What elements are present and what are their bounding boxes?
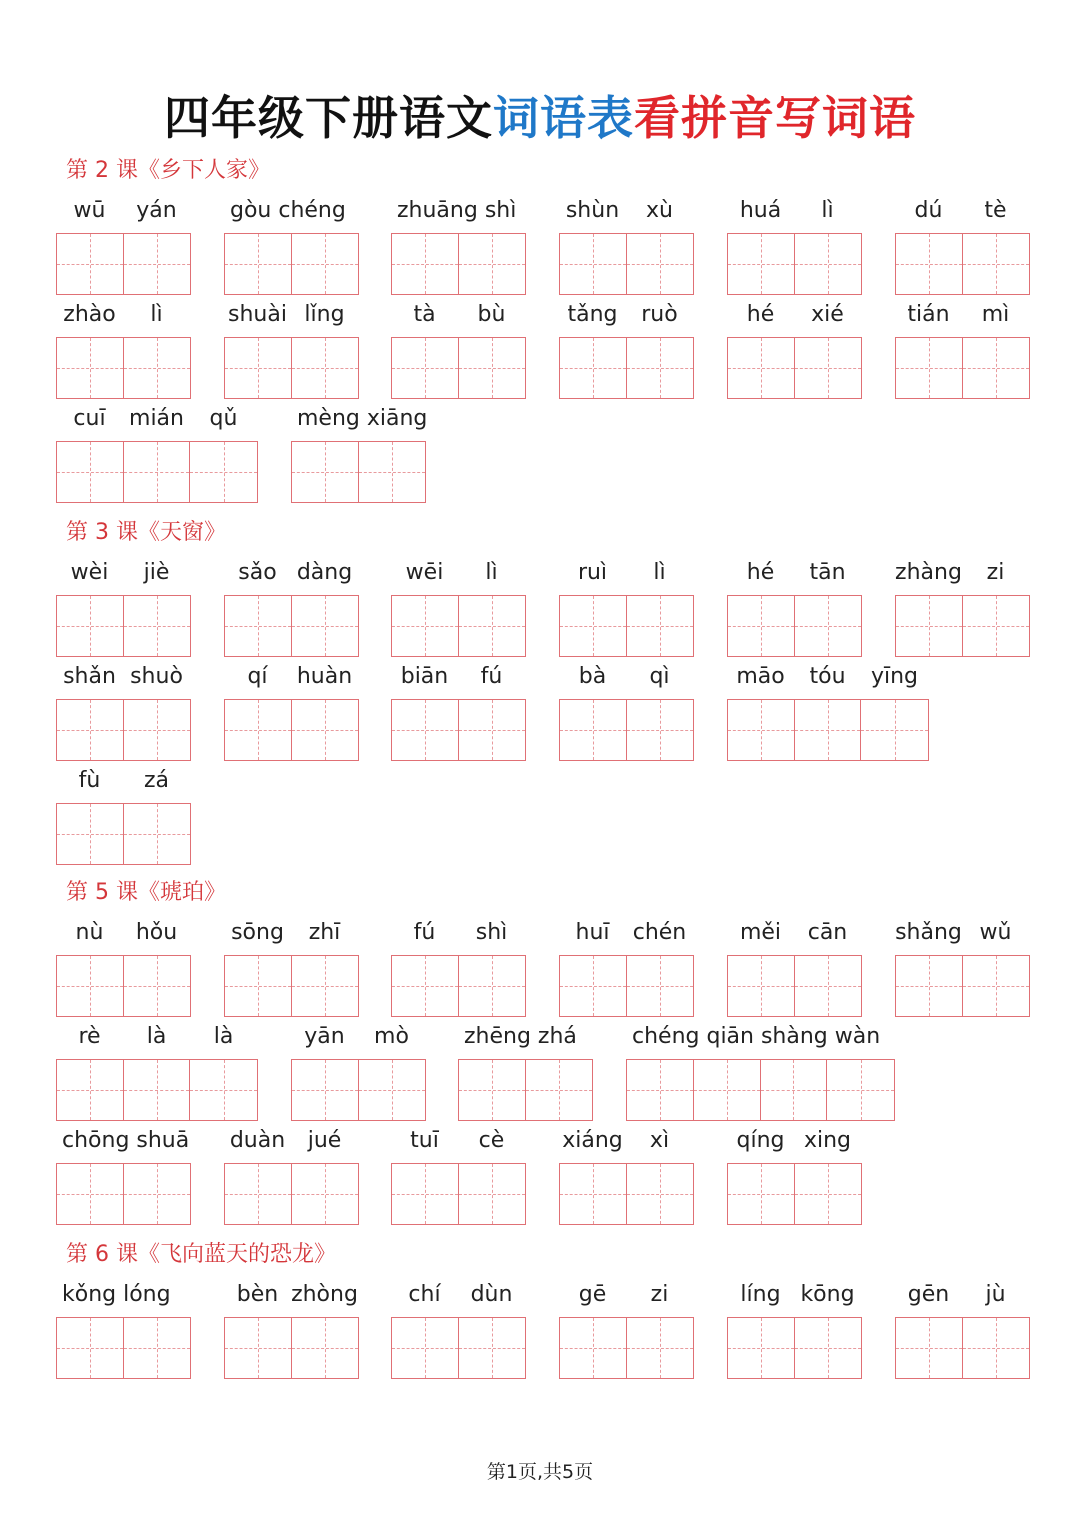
- character-box[interactable]: [225, 956, 292, 1016]
- writing-grid: [391, 1163, 526, 1225]
- word-item: [224, 300, 360, 400]
- pinyin-syllable: zhàng: [895, 560, 962, 585]
- word-item: [391, 662, 527, 762]
- writing-grid: [559, 595, 694, 657]
- character-box[interactable]: [392, 596, 459, 656]
- word-item: [559, 558, 695, 658]
- character-box[interactable]: [795, 338, 862, 398]
- pinyin-syllable: nù: [75, 920, 104, 945]
- pinyin-syllable: gēn: [907, 1282, 950, 1307]
- word-item: [224, 1280, 360, 1380]
- pinyin-syllable: wèi: [70, 560, 109, 585]
- character-box[interactable]: [459, 1318, 526, 1378]
- word-item: [56, 1022, 259, 1122]
- character-box[interactable]: [392, 1164, 459, 1224]
- pinyin-syllable: wū: [73, 198, 106, 223]
- character-box[interactable]: [795, 1164, 862, 1224]
- character-box[interactable]: [728, 596, 795, 656]
- character-box[interactable]: [292, 1318, 359, 1378]
- word-item: [391, 196, 527, 296]
- character-box[interactable]: [728, 338, 795, 398]
- character-box[interactable]: [57, 956, 124, 1016]
- character-box[interactable]: [57, 442, 124, 502]
- word-item: [224, 196, 360, 296]
- pinyin-syllable: shǎn: [63, 664, 116, 689]
- word-item: [56, 1280, 192, 1380]
- pinyin-syllable: sōng: [231, 920, 284, 945]
- pinyin-syllable: chén: [632, 920, 687, 945]
- pinyin-syllable: cān: [807, 920, 848, 945]
- word-item: [727, 558, 863, 658]
- pinyin-syllable: qǔ: [209, 406, 238, 431]
- character-box[interactable]: [124, 956, 191, 1016]
- writing-grid: [727, 955, 862, 1017]
- character-box[interactable]: [627, 700, 694, 760]
- character-box[interactable]: [124, 234, 191, 294]
- writing-grid: [727, 1317, 862, 1379]
- pinyin-syllable: tuī: [410, 1128, 439, 1153]
- character-box[interactable]: [459, 700, 526, 760]
- pinyin-syllable: hé: [746, 302, 775, 327]
- character-box[interactable]: [459, 1060, 526, 1120]
- writing-grid: [56, 233, 191, 295]
- word-item: [56, 766, 192, 866]
- word-item: [727, 196, 863, 296]
- writing-grid: [391, 955, 526, 1017]
- character-box[interactable]: [392, 338, 459, 398]
- writing-grid: [895, 233, 1030, 295]
- pinyin-syllable: bèn: [236, 1282, 279, 1307]
- pinyin-syllable: fú: [413, 920, 436, 945]
- character-box[interactable]: [627, 1164, 694, 1224]
- character-box[interactable]: [560, 338, 627, 398]
- pinyin-syllable: měi: [739, 920, 782, 945]
- writing-grid: [224, 595, 359, 657]
- character-box[interactable]: [827, 1060, 894, 1120]
- pinyin-syllable: shǎng: [895, 920, 962, 945]
- writing-grid: [291, 1059, 426, 1121]
- character-box[interactable]: [627, 956, 694, 1016]
- character-box[interactable]: [392, 234, 459, 294]
- pinyin-syllable: lì: [821, 198, 834, 223]
- writing-grid: [391, 595, 526, 657]
- pinyin-syllable: duàn: [229, 1128, 286, 1153]
- pinyin-syllable: kōng: [800, 1282, 855, 1307]
- character-box[interactable]: [627, 1060, 694, 1120]
- pinyin-syllable: xì: [649, 1128, 670, 1153]
- writing-grid: [224, 955, 359, 1017]
- pinyin-syllable: māo: [736, 664, 785, 689]
- lesson-heading: 第 6 课《飞向蓝天的恐龙》: [66, 1242, 336, 1267]
- word-item: [56, 662, 192, 762]
- character-box[interactable]: [896, 1318, 963, 1378]
- writing-grid: [56, 337, 191, 399]
- pinyin-syllable: lì: [653, 560, 666, 585]
- pinyin-label: chéng qiān shàng wàn: [632, 1024, 881, 1049]
- word-item: [56, 558, 192, 658]
- character-box[interactable]: [459, 956, 526, 1016]
- word-item: [559, 1126, 695, 1226]
- character-box[interactable]: [896, 596, 963, 656]
- pinyin-syllable: dú: [914, 198, 943, 223]
- pinyin-syllable: lì: [485, 560, 498, 585]
- character-box[interactable]: [694, 1060, 761, 1120]
- word-item: [727, 918, 863, 1018]
- character-box[interactable]: [795, 234, 862, 294]
- pinyin-label: mèng xiāng: [297, 406, 428, 431]
- writing-grid: [895, 337, 1030, 399]
- word-item: [391, 1280, 527, 1380]
- writing-grid: [391, 699, 526, 761]
- character-box[interactable]: [392, 700, 459, 760]
- character-box[interactable]: [896, 338, 963, 398]
- lesson-heading: 第 2 课《乡下人家》: [66, 158, 270, 183]
- character-box[interactable]: [728, 700, 795, 760]
- pinyin-syllable: hé: [746, 560, 775, 585]
- writing-grid: [224, 1163, 359, 1225]
- pinyin-syllable: yīng: [870, 664, 919, 689]
- character-box[interactable]: [560, 956, 627, 1016]
- character-box[interactable]: [225, 1318, 292, 1378]
- word-item: [56, 300, 192, 400]
- pinyin-syllable: zhòng: [291, 1282, 358, 1307]
- writing-grid: [291, 441, 426, 503]
- pinyin-syllable: dùn: [470, 1282, 513, 1307]
- character-box[interactable]: [124, 596, 191, 656]
- character-box[interactable]: [57, 1164, 124, 1224]
- pinyin-syllable: bù: [477, 302, 506, 327]
- character-box[interactable]: [560, 700, 627, 760]
- character-box[interactable]: [560, 596, 627, 656]
- character-box[interactable]: [190, 1060, 257, 1120]
- lesson-heading: 第 3 课《天窗》: [66, 520, 226, 545]
- character-box[interactable]: [124, 1318, 191, 1378]
- word-item: [391, 918, 527, 1018]
- title-part-grade: 四年级下册语文: [164, 91, 493, 145]
- character-box[interactable]: [795, 956, 862, 1016]
- pinyin-syllable: qíng: [736, 1128, 785, 1153]
- word-item: [895, 918, 1031, 1018]
- writing-grid: [224, 699, 359, 761]
- pinyin-syllable: cuī: [73, 406, 106, 431]
- character-box[interactable]: [728, 1318, 795, 1378]
- word-item: [224, 918, 360, 1018]
- character-box[interactable]: [560, 1318, 627, 1378]
- word-item: [458, 1022, 594, 1122]
- character-box[interactable]: [963, 596, 1030, 656]
- character-box[interactable]: [124, 700, 191, 760]
- pinyin-syllable: xié: [811, 302, 844, 327]
- word-item: [291, 1022, 427, 1122]
- pinyin-syllable: hǒu: [135, 920, 178, 945]
- pinyin-syllable: tóu: [809, 664, 846, 689]
- character-box[interactable]: [560, 1164, 627, 1224]
- page-title: [0, 82, 1080, 146]
- pinyin-syllable: là: [146, 1024, 167, 1049]
- character-box[interactable]: [560, 234, 627, 294]
- pinyin-label: zhuāng shì: [397, 198, 517, 223]
- pinyin-syllable: fú: [480, 664, 503, 689]
- pinyin-syllable: wǔ: [979, 920, 1012, 945]
- character-box[interactable]: [57, 596, 124, 656]
- character-box[interactable]: [292, 442, 359, 502]
- word-item: [559, 196, 695, 296]
- writing-grid: [56, 1059, 258, 1121]
- word-item: [895, 1280, 1031, 1380]
- character-box[interactable]: [57, 1060, 124, 1120]
- word-item: [727, 300, 863, 400]
- writing-grid: [56, 595, 191, 657]
- character-box[interactable]: [292, 700, 359, 760]
- word-item: [391, 558, 527, 658]
- character-box[interactable]: [225, 1164, 292, 1224]
- word-item: [727, 1280, 863, 1380]
- writing-grid: [224, 1317, 359, 1379]
- character-box[interactable]: [392, 956, 459, 1016]
- writing-grid: [224, 337, 359, 399]
- character-box[interactable]: [963, 338, 1030, 398]
- word-item: [56, 918, 192, 1018]
- pinyin-syllable: tān: [809, 560, 846, 585]
- pinyin-syllable: huàn: [296, 664, 353, 689]
- pinyin-syllable: xiáng: [562, 1128, 623, 1153]
- pinyin-syllable: zhī: [308, 920, 341, 945]
- character-box[interactable]: [190, 442, 257, 502]
- word-item: [559, 918, 695, 1018]
- word-item: [559, 300, 695, 400]
- word-item: [224, 558, 360, 658]
- pinyin-syllable: yán: [136, 198, 177, 223]
- word-item: [391, 300, 527, 400]
- character-box[interactable]: [124, 338, 191, 398]
- writing-grid: [458, 1059, 593, 1121]
- pinyin-syllable: líng: [740, 1282, 781, 1307]
- character-box[interactable]: [57, 700, 124, 760]
- character-box[interactable]: [459, 338, 526, 398]
- character-box[interactable]: [225, 234, 292, 294]
- word-item: [626, 1022, 896, 1122]
- character-box[interactable]: [963, 1318, 1030, 1378]
- pinyin-syllable: tǎng: [567, 302, 618, 327]
- pinyin-syllable: zi: [650, 1282, 669, 1307]
- pinyin-syllable: qì: [649, 664, 670, 689]
- character-box[interactable]: [627, 234, 694, 294]
- character-box[interactable]: [124, 1060, 191, 1120]
- character-box[interactable]: [392, 1318, 459, 1378]
- word-item: [224, 1126, 360, 1226]
- writing-grid: [391, 1317, 526, 1379]
- writing-grid: [727, 337, 862, 399]
- character-box[interactable]: [459, 234, 526, 294]
- page-footer: 第1页,共5页: [486, 1461, 594, 1483]
- character-box[interactable]: [225, 338, 292, 398]
- word-item: [559, 1280, 695, 1380]
- character-box[interactable]: [728, 234, 795, 294]
- pinyin-syllable: tà: [413, 302, 436, 327]
- title-part-instruction: 看拼音写词语: [634, 91, 916, 145]
- character-box[interactable]: [896, 956, 963, 1016]
- character-box[interactable]: [124, 1164, 191, 1224]
- word-item: [56, 1126, 192, 1226]
- pinyin-syllable: dàng: [296, 560, 353, 585]
- writing-grid: [895, 955, 1030, 1017]
- pinyin-syllable: lì: [150, 302, 163, 327]
- word-item: [895, 558, 1031, 658]
- pinyin-syllable: huī: [575, 920, 610, 945]
- pinyin-syllable: là: [213, 1024, 234, 1049]
- writing-grid: [56, 1163, 191, 1225]
- character-box[interactable]: [896, 234, 963, 294]
- pinyin-syllable: zi: [986, 560, 1005, 585]
- writing-grid: [56, 699, 191, 761]
- character-box[interactable]: [963, 956, 1030, 1016]
- pinyin-syllable: shì: [475, 920, 508, 945]
- character-box[interactable]: [861, 700, 928, 760]
- title-part-wordlist: 词语表: [493, 91, 634, 145]
- writing-grid: [895, 595, 1030, 657]
- pinyin-syllable: cè: [478, 1128, 505, 1153]
- word-item: [895, 196, 1031, 296]
- word-item: [559, 662, 695, 762]
- character-box[interactable]: [795, 1318, 862, 1378]
- character-box[interactable]: [292, 1164, 359, 1224]
- writing-grid: [895, 1317, 1030, 1379]
- writing-grid: [559, 233, 694, 295]
- character-box[interactable]: [728, 956, 795, 1016]
- character-box[interactable]: [292, 1060, 359, 1120]
- word-item: [224, 662, 360, 762]
- writing-grid: [56, 441, 258, 503]
- character-box[interactable]: [225, 700, 292, 760]
- character-box[interactable]: [963, 234, 1030, 294]
- pinyin-syllable: xing: [803, 1128, 852, 1153]
- writing-grid: [727, 699, 929, 761]
- writing-grid: [224, 233, 359, 295]
- pinyin-syllable: bà: [578, 664, 607, 689]
- character-box[interactable]: [627, 338, 694, 398]
- character-box[interactable]: [761, 1060, 828, 1120]
- pinyin-syllable: shuài: [228, 302, 287, 327]
- pinyin-label: chōng shuā: [62, 1128, 190, 1153]
- pinyin-syllable: gē: [578, 1282, 607, 1307]
- writing-grid: [559, 1163, 694, 1225]
- pinyin-label: zhēng zhá: [464, 1024, 577, 1049]
- writing-grid: [727, 595, 862, 657]
- pinyin-syllable: xù: [646, 198, 673, 223]
- character-box[interactable]: [795, 700, 862, 760]
- word-item: [727, 662, 930, 762]
- character-box[interactable]: [459, 596, 526, 656]
- character-box[interactable]: [57, 234, 124, 294]
- pinyin-syllable: lǐng: [304, 302, 345, 327]
- pinyin-syllable: yān: [304, 1024, 345, 1049]
- word-item: [727, 1126, 863, 1226]
- writing-grid: [727, 233, 862, 295]
- pinyin-syllable: shuò: [130, 664, 183, 689]
- pinyin-syllable: tè: [984, 198, 1007, 223]
- character-box[interactable]: [292, 338, 359, 398]
- pinyin-label: kǒng lóng: [62, 1282, 171, 1307]
- character-box[interactable]: [57, 338, 124, 398]
- character-box[interactable]: [526, 1060, 593, 1120]
- word-item: [391, 1126, 527, 1226]
- character-box[interactable]: [795, 596, 862, 656]
- pinyin-syllable: huá: [739, 198, 782, 223]
- writing-grid: [391, 337, 526, 399]
- lesson-heading: 第 5 课《琥珀》: [66, 880, 226, 905]
- character-box[interactable]: [292, 956, 359, 1016]
- pinyin-syllable: wēi: [405, 560, 444, 585]
- pinyin-syllable: shùn: [565, 198, 620, 223]
- writing-grid: [559, 1317, 694, 1379]
- character-box[interactable]: [292, 596, 359, 656]
- writing-grid: [559, 955, 694, 1017]
- character-box[interactable]: [57, 804, 124, 864]
- pinyin-label: gòu chéng: [230, 198, 346, 223]
- character-box[interactable]: [57, 1318, 124, 1378]
- word-item: [56, 196, 192, 296]
- writing-grid: [56, 955, 191, 1017]
- writing-grid: [56, 1317, 191, 1379]
- pinyin-syllable: jué: [307, 1128, 342, 1153]
- character-box[interactable]: [459, 1164, 526, 1224]
- character-box[interactable]: [728, 1164, 795, 1224]
- pinyin-syllable: biān: [400, 664, 449, 689]
- pinyin-syllable: sǎo: [238, 560, 277, 585]
- pinyin-syllable: fù: [78, 768, 101, 793]
- character-box[interactable]: [124, 804, 191, 864]
- pinyin-syllable: chí: [408, 1282, 441, 1307]
- character-box[interactable]: [359, 442, 426, 502]
- word-item: [291, 404, 427, 504]
- pinyin-syllable: tián: [907, 302, 950, 327]
- pinyin-syllable: ruò: [641, 302, 678, 327]
- writing-grid: [559, 699, 694, 761]
- pinyin-syllable: mián: [129, 406, 184, 431]
- character-box[interactable]: [124, 442, 191, 502]
- pinyin-syllable: rè: [78, 1024, 101, 1049]
- word-item: [56, 404, 259, 504]
- pinyin-syllable: qí: [247, 664, 268, 689]
- writing-grid: [559, 337, 694, 399]
- writing-grid: [391, 233, 526, 295]
- character-box[interactable]: [627, 1318, 694, 1378]
- character-box[interactable]: [225, 596, 292, 656]
- writing-grid: [727, 1163, 862, 1225]
- pinyin-syllable: mò: [374, 1024, 409, 1049]
- word-item: [895, 300, 1031, 400]
- character-box[interactable]: [292, 234, 359, 294]
- pinyin-syllable: ruì: [577, 560, 608, 585]
- writing-grid: [626, 1059, 895, 1121]
- writing-grid: [56, 803, 191, 865]
- pinyin-syllable: zá: [143, 768, 170, 793]
- character-box[interactable]: [627, 596, 694, 656]
- pinyin-syllable: jiè: [143, 560, 170, 585]
- pinyin-syllable: jù: [985, 1282, 1006, 1307]
- pinyin-syllable: mì: [981, 302, 1010, 327]
- pinyin-syllable: zhào: [63, 302, 116, 327]
- character-box[interactable]: [359, 1060, 426, 1120]
